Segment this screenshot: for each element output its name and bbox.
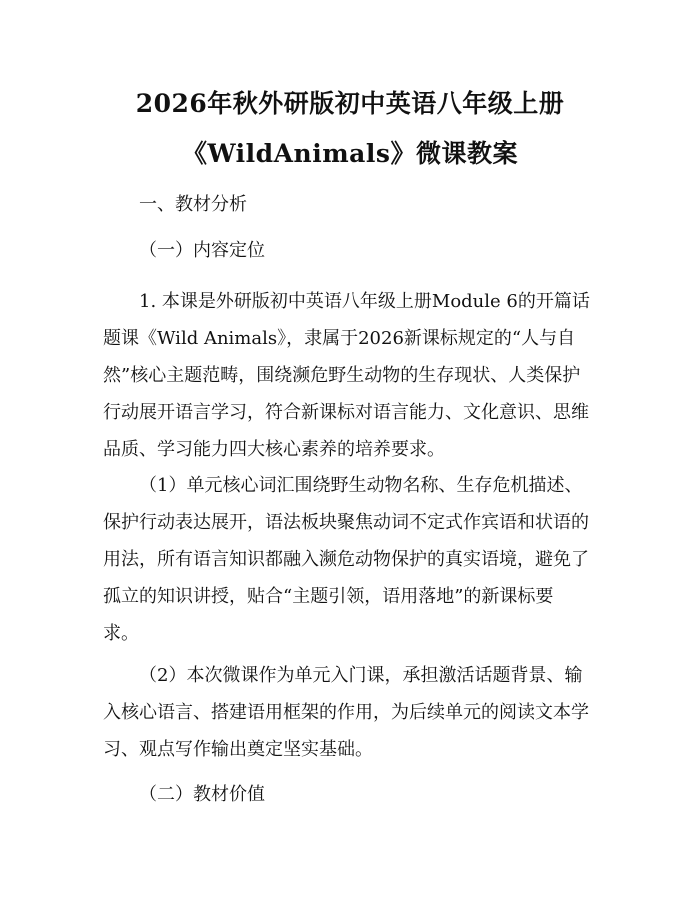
paragraph-line: 1. 本课是外研版初中英语八年级上册Module 6的开篇话 xyxy=(139,291,590,312)
paragraph-line: 然”核心主题范畴，围绕濒危野生动物的生存现状、人类保护 xyxy=(103,365,581,386)
subsection-heading-textbook-value: （二）教材价值 xyxy=(139,784,265,805)
subsection-heading-content-positioning: （一）内容定位 xyxy=(139,240,265,261)
paragraph-line: 行动展开语言学习，符合新课标对语言能力、文化意识、思维 xyxy=(103,402,589,423)
paragraph-line: 品质、学习能力四大核心素养的培养要求。 xyxy=(103,439,445,460)
paragraph-line: 习、观点写作输出奠定坚实基础。 xyxy=(103,739,373,760)
paragraph-line: 保护行动表达展开，语法板块聚焦动词不定式作宾语和状语的 xyxy=(103,512,589,533)
paragraph-intro-lesson-role xyxy=(103,657,613,768)
paragraph-line: 题课《Wild Animals》，隶属于2026新课标规定的“人与自 xyxy=(103,328,576,349)
paragraph-line: 孤立的知识讲授，贴合“主题引领，语用落地”的新课标要 xyxy=(103,586,554,607)
paragraph-core-vocabulary xyxy=(103,467,613,652)
paragraph-line: 求。 xyxy=(103,623,139,644)
paragraph-course-positioning xyxy=(103,283,613,468)
paragraph-line: 用法，所有语言知识都融入濒危动物保护的真实语境，避免了 xyxy=(103,549,589,570)
paragraph-line: 入核心语言、搭建语用框架的作用，为后续单元的阅读文本学 xyxy=(103,702,589,723)
paragraph-line: （2）本次微课作为单元入门课，承担激活话题背景、输 xyxy=(139,665,583,686)
paragraph-line: （1）单元核心词汇围绕野生动物名称、生存危机描述、 xyxy=(139,475,583,496)
document-title-line-1: 2026年秋外研版初中英语八年级上册 xyxy=(135,89,565,118)
section-heading-textbook-analysis: 一、教材分析 xyxy=(139,194,247,215)
document-title-line-2: 《WildAnimals》微课教案 xyxy=(182,139,518,168)
